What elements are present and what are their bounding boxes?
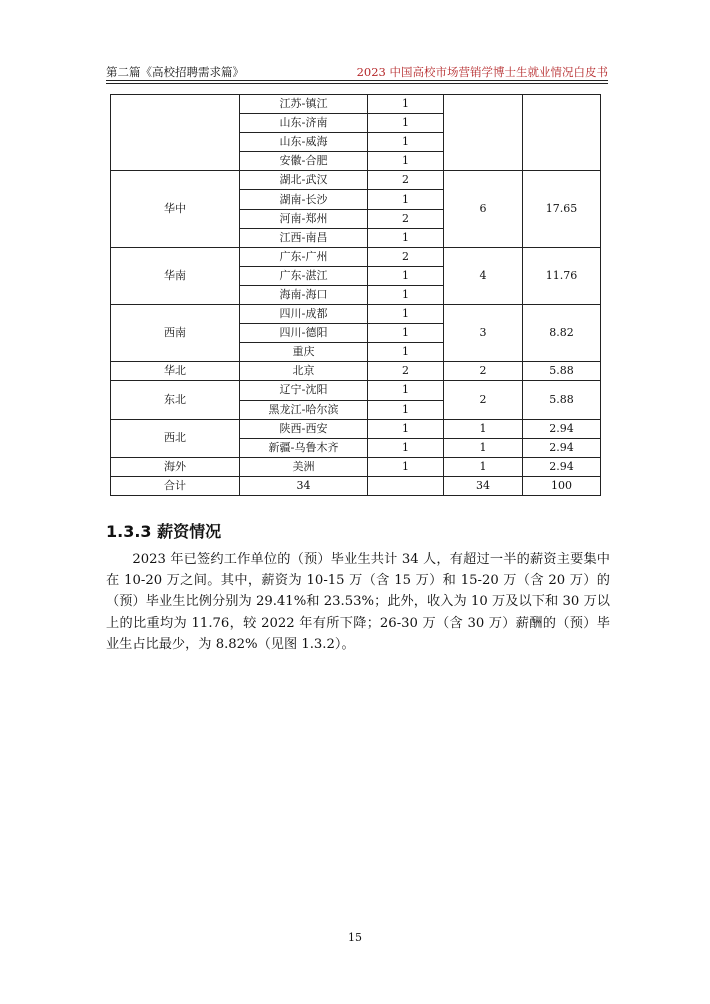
count-cell: 1	[368, 114, 444, 133]
city-cell: 山东-威海	[240, 133, 368, 152]
region-cell: 华北	[111, 362, 240, 381]
city-cell: 安徽-合肥	[240, 152, 368, 171]
section-heading: 1.3.3 薪资情况	[106, 522, 222, 541]
region-percent-cell: 5.88	[523, 381, 601, 419]
region-total-cell: 3	[444, 305, 523, 362]
summary-label-cell: 合计	[111, 476, 240, 495]
region-percent-cell: 8.82	[523, 305, 601, 362]
header-divider	[106, 83, 608, 84]
count-cell: 2	[368, 209, 444, 228]
count-cell: 1	[368, 457, 444, 476]
city-cell: 江西-南昌	[240, 228, 368, 247]
header-document-title: 2023 中国高校市场营销学博士生就业情况白皮书	[356, 65, 608, 79]
region-percent-cell: 11.76	[523, 247, 601, 304]
table-row	[111, 419, 601, 438]
city-cell: 四川-德阳	[240, 324, 368, 343]
body-paragraph: 2023 年已签约工作单位的（预）毕业生共计 34 人，有超过一半的薪资主要集中在 10-20 万之间。其中，薪资为 10-15 万（含 15 万）和 15-20 万（含 20 万）的（预）毕业生比例分别为 29.41%和 23.53%；此外，收入为 10 万及以下和 30 万以上的比重均为 11.76，较 2022 年有所下降；26-30 万（含 30 万）薪酬的（预）毕业生占比最少，为 8.82%（见图 1.3.2）。	[106, 552, 610, 652]
region-cell: 西北	[111, 419, 240, 457]
region-cell: 海外	[111, 457, 240, 476]
count-cell: 1	[368, 95, 444, 114]
summary-total-cell: 34	[444, 476, 523, 495]
count-cell: 1	[368, 381, 444, 400]
count-cell: 2	[368, 247, 444, 266]
count-cell: 1	[368, 438, 444, 457]
region-total-cell: 2	[444, 381, 523, 419]
city-cell: 辽宁-沈阳	[240, 381, 368, 400]
count-cell: 1	[368, 228, 444, 247]
region-cell: 华南	[111, 247, 240, 304]
city-cell: 新疆-乌鲁木齐	[240, 438, 368, 457]
count-cell: 1	[368, 190, 444, 209]
city-cell: 湖南-长沙	[240, 190, 368, 209]
region-total-cell: 6	[444, 171, 523, 247]
city-cell: 北京	[240, 362, 368, 381]
table-row	[111, 95, 601, 114]
city-cell: 重庆	[240, 343, 368, 362]
city-cell: 河南-郑州	[240, 209, 368, 228]
count-cell: 1	[368, 305, 444, 324]
table-body	[111, 95, 601, 496]
city-cell: 广东-广州	[240, 247, 368, 266]
count-cell: 1	[368, 419, 444, 438]
city-cell: 湖北-武汉	[240, 171, 368, 190]
summary-count-cell: 34	[240, 476, 368, 495]
region-cell: 东北	[111, 381, 240, 419]
region-percent-cell: 17.65	[523, 171, 601, 247]
count-cell: 1	[368, 266, 444, 285]
region-cell	[111, 95, 240, 171]
count-cell: 2	[368, 171, 444, 190]
table-row	[111, 381, 601, 400]
region-total-cell: 4	[444, 247, 523, 304]
table-row	[111, 171, 601, 190]
count-cell: 1	[368, 400, 444, 419]
count-cell: 2	[368, 362, 444, 381]
region-percent-cell: 2.94	[523, 438, 601, 457]
table-row	[111, 247, 601, 266]
count-cell: 1	[368, 343, 444, 362]
region-percent-cell: 2.94	[523, 457, 601, 476]
summary-percent-cell: 100	[523, 476, 601, 495]
region-percent-cell	[523, 95, 601, 171]
city-cell: 山东-济南	[240, 114, 368, 133]
region-total-cell: 1	[444, 457, 523, 476]
city-cell: 江苏-镇江	[240, 95, 368, 114]
region-total-cell	[444, 95, 523, 171]
city-cell: 陕西-西安	[240, 419, 368, 438]
page-header	[106, 62, 608, 81]
city-cell: 美洲	[240, 457, 368, 476]
region-percent-cell: 5.88	[523, 362, 601, 381]
count-cell: 1	[368, 133, 444, 152]
table-row	[111, 362, 601, 381]
page-number: 15	[348, 931, 362, 944]
table-row	[111, 457, 601, 476]
summary-row	[111, 476, 601, 495]
region-distribution-table	[110, 94, 601, 496]
region-total-cell: 1	[444, 438, 523, 457]
region-cell: 华中	[111, 171, 240, 247]
region-cell: 西南	[111, 305, 240, 362]
count-cell: 1	[368, 152, 444, 171]
region-percent-cell: 2.94	[523, 419, 601, 438]
count-cell: 1	[368, 324, 444, 343]
city-cell: 黑龙江-哈尔滨	[240, 400, 368, 419]
summary-empty-cell	[368, 476, 444, 495]
table-row	[111, 305, 601, 324]
count-cell: 1	[368, 285, 444, 304]
region-total-cell: 2	[444, 362, 523, 381]
city-cell: 广东-湛江	[240, 266, 368, 285]
region-total-cell: 1	[444, 419, 523, 438]
header-section-title: 第二篇《高校招聘需求篇》	[106, 65, 244, 79]
city-cell: 海南-海口	[240, 285, 368, 304]
city-cell: 四川-成都	[240, 305, 368, 324]
